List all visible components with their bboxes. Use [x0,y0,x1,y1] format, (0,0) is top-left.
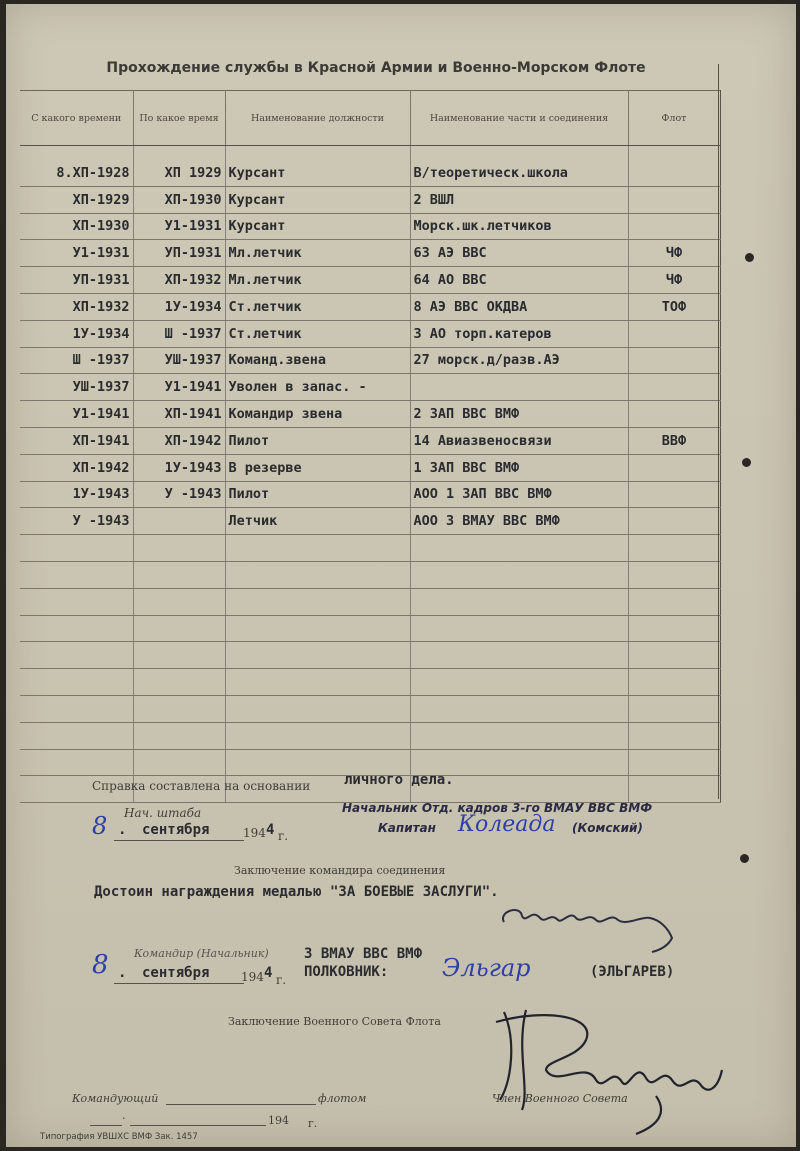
cell-position: Курсант [225,186,410,213]
footer-date-line [90,1125,122,1126]
empty-table-row [20,535,720,562]
cell-unit: 2 ВШЛ [410,186,628,213]
date1-month: сентября [142,822,210,838]
cell-position: Команд.звена [225,347,410,374]
cell-unit: Морск.шк.летчиков [410,213,628,240]
cell-fleet: ЧФ [628,240,720,267]
footer-member-label: Член Военного Совета [492,1092,628,1105]
cell-unit: АОО 3 ВМАУ ВВС ВМФ [410,508,628,535]
date2-year-digit: 4 [264,965,273,981]
header-gap-row [20,146,720,161]
cell-unit: 27 морск.д/разв.АЭ [410,347,628,374]
cell-unit: АОО 1 ЗАП ВВС ВМФ [410,481,628,508]
cell-from: У -1943 [20,508,133,535]
cell-unit: 2 ЗАП ВВС ВМФ [410,401,628,428]
date1-year-suffix: г. [278,829,289,843]
cell-unit: 1 ЗАП ВВС ВМФ [410,454,628,481]
service-table [20,90,721,803]
footer-commander-label: Командующий [72,1092,159,1105]
chief-stamp-line2: Капитан [378,821,436,835]
cell-position: Уволен в запас. - [225,374,410,401]
service-record-sheet [6,4,796,1147]
table-header-row [20,91,720,146]
cell-from: 1У-1943 [20,481,133,508]
date2-dot: . [118,965,127,981]
commander-rank: ПОЛКОВНИК: [304,964,389,980]
cell-fleet [628,320,720,347]
cell-from: XП-1942 [20,454,133,481]
cell-from: УШ-1937 [20,374,133,401]
date1-underline [114,840,244,841]
cell-fleet: ЧФ [628,267,720,294]
cell-from: 1У-1934 [20,320,133,347]
cell-to: 1У-1943 [133,454,225,481]
basis-label: Справка составлена на основании [92,779,311,793]
commander-name: (ЭЛЬГАРЕВ) [590,964,675,980]
cell-from: У1-1931 [20,240,133,267]
cell-fleet [628,401,720,428]
cell-fleet [628,186,720,213]
cell-from: Ш -1937 [20,347,133,374]
date1-year-digit: 4 [266,822,275,838]
binder-hole [740,854,749,863]
commander-conclusion-signature [492,894,692,954]
empty-table-row [20,588,720,615]
commander-unit: 3 ВМАУ ВВС ВМФ [304,946,423,962]
cell-unit: 63 АЭ ВВС [410,240,628,267]
commander-conclusion-label: Заключение командира соединения [234,864,446,877]
cell-position: Летчик [225,508,410,535]
empty-table-row [20,642,720,669]
cell-to: XП-1930 [133,186,225,213]
cell-from: XП-1929 [20,186,133,213]
cell-fleet [628,213,720,240]
date2-year-suffix: г. [276,973,287,987]
cell-fleet: ВВФ [628,427,720,454]
cell-to: УШ-1937 [133,347,225,374]
table-row [20,160,720,186]
commander-signature: Эльгар [442,954,531,982]
cell-position: Ст.летчик [225,320,410,347]
table-row [20,293,720,320]
cell-position: Мл.летчик [225,240,410,267]
footer-fleet-label: флотом [318,1092,367,1105]
cell-to: XП 1929 [133,160,225,186]
table-row [20,454,720,481]
empty-table-row [20,722,720,749]
basis-value: личного дела. [344,772,454,788]
cell-position: В резерве [225,454,410,481]
col-from: С какого времени [20,91,133,146]
cell-unit [410,374,628,401]
cell-position: Пилот [225,427,410,454]
table-row [20,481,720,508]
col-to: По какое время [133,91,225,146]
council-label: Заключение Военного Совета Флота [228,1015,441,1028]
table-row [20,320,720,347]
date2-year-prefix: 194 [241,970,264,984]
table-row [20,213,720,240]
cell-to: XП-1942 [133,427,225,454]
cell-fleet [628,508,720,535]
cell-position: Ст.летчик [225,293,410,320]
empty-table-row [20,561,720,588]
form-title: Прохождение службы в Красной Армии и Военно-Морском Флоте [106,60,646,76]
col-fleet: Флот [628,91,720,146]
cell-position: Курсант [225,213,410,240]
right-border-line [718,64,719,799]
cell-position: Командир звена [225,401,410,428]
cell-from: У1-1941 [20,401,133,428]
cell-from: XП-1941 [20,427,133,454]
table-row [20,186,720,213]
cell-from: УП-1931 [20,267,133,294]
chief-stamp-line1: Начальник Отд. кадров 3-го ВМАУ ВВС ВМФ [342,801,653,815]
chief-stamp-name: (Комский) [572,821,643,835]
cell-position: Курсант [225,160,410,186]
date1-year-prefix: 194 [243,826,266,840]
col-unit: Наименование части и соединения [410,91,628,146]
date2-month: сентября [142,965,210,981]
table-row [20,508,720,535]
cell-position: Мл.летчик [225,267,410,294]
cell-to: XП-1941 [133,401,225,428]
table-row [20,240,720,267]
empty-table-row [20,669,720,696]
cell-to [133,508,225,535]
footer-commander-line [166,1104,316,1105]
cell-from: XП-1930 [20,213,133,240]
date1-day: 8 [92,812,108,840]
printer-imprint: Типография УВШХС ВМФ Зак. 1457 [40,1132,198,1142]
cell-to: УП-1931 [133,240,225,267]
footer-month-line [130,1125,266,1126]
cell-to: Ш -1937 [133,320,225,347]
cell-unit: 3 АО торп.катеров [410,320,628,347]
empty-table-row [20,695,720,722]
commander-label: Командир (Начальник) [134,947,269,960]
cell-fleet [628,374,720,401]
cell-fleet [628,454,720,481]
cell-from: 8.XП-1928 [20,160,133,186]
cell-fleet [628,347,720,374]
date2-day: 8 [92,950,109,980]
council-member-signature [486,1000,736,1140]
cell-unit: 8 АЭ ВВС ОКДВА [410,293,628,320]
footer-date-dot: . [122,1109,126,1122]
cell-unit: 64 АО ВВС [410,267,628,294]
binder-hole [745,253,754,262]
cell-to: У -1943 [133,481,225,508]
cell-unit: 14 Авиазвеносвязи [410,427,628,454]
footer-year-label: 194 [268,1114,289,1127]
cell-from: XП-1932 [20,293,133,320]
table-row [20,427,720,454]
cell-to: 1У-1934 [133,293,225,320]
cell-position: Пилот [225,481,410,508]
chief-signature: Колеада [458,812,556,837]
table-row [20,267,720,294]
table-row [20,347,720,374]
cell-fleet [628,160,720,186]
cell-unit: В/теоретическ.школа [410,160,628,186]
col-position: Наименование должности [225,91,410,146]
date1-dot: . [118,822,127,838]
footer-year-suffix: г. [308,1117,318,1130]
chief-label: Нач. штаба [124,806,202,820]
cell-to: XП-1932 [133,267,225,294]
binder-hole [742,458,751,467]
cell-to: У1-1931 [133,213,225,240]
table-row [20,401,720,428]
cell-to: У1-1941 [133,374,225,401]
table-row [20,374,720,401]
date2-underline [114,983,244,984]
commander-conclusion-text: Достоин награждения медалью "ЗА БОЕВЫЕ ЗАСЛУГИ". [94,884,499,900]
empty-table-row [20,615,720,642]
cell-fleet: ТОФ [628,293,720,320]
cell-fleet [628,481,720,508]
